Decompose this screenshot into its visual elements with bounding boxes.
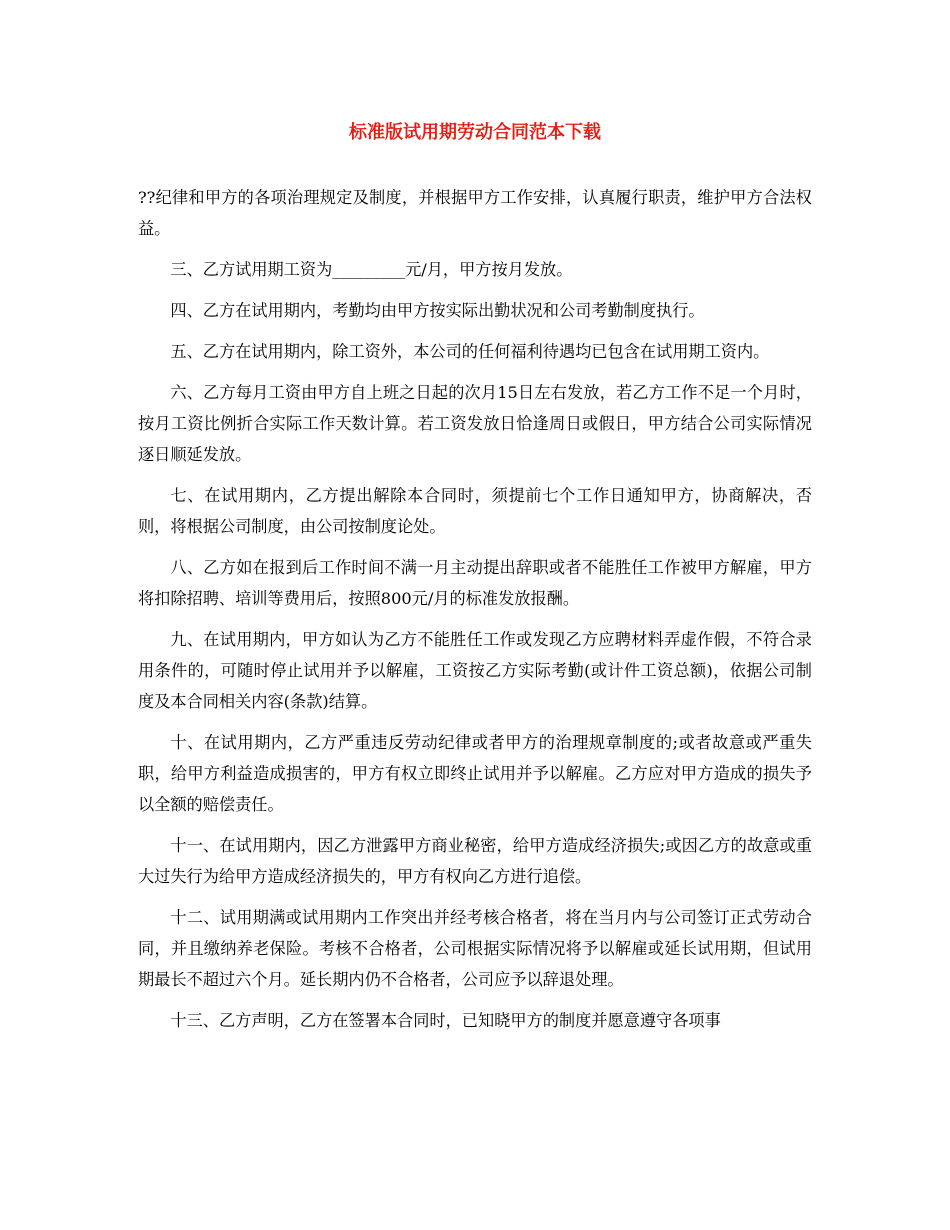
paragraph-0: ??纪律和甲方的各项治理规定及制度，并根据甲方工作安排，认真履行职责，维护甲方合法权益。 bbox=[138, 188, 812, 238]
paragraph-clause-9: 九、在试用期内，甲方如认为乙方不能胜任工作或发现乙方应聘材料弄虚作假，不符合录用条件的，可随时停止试用并予以解雇，工资按乙方实际考勤(或计件工资总额)，依据公司制度及本合同相关内容(条款)结算。 bbox=[138, 630, 812, 711]
paragraph-clause-12: 十二、试用期满或试用期内工作突出并经考核合格者，将在当月内与公司签订正式劳动合同，并且缴纳养老保险。考核不合格者，公司根据实际情况将予以解雇或延长试用期，但试用期最长不超过六个月。延长期内仍不合格者，公司应予以辞退处理。 bbox=[138, 908, 812, 989]
paragraph-clause-10: 十、在试用期内，乙方严重违反劳动纪律或者甲方的治理规章制度的;或者故意或严重失职，给甲方利益造成损害的，甲方有权立即终止试用并予以解雇。乙方应对甲方造成的损失予以全额的赔偿责任。 bbox=[138, 733, 812, 814]
paragraph-clause-3: 三、乙方试用期工资为_________元/月，甲方按月发放。 bbox=[170, 260, 573, 279]
paragraph-clause-5: 五、乙方在试用期内，除工资外，本公司的任何福利待遇均已包含在试用期工资内。 bbox=[170, 342, 770, 361]
paragraph-clause-7: 七、在试用期内，乙方提出解除本合同时，须提前七个工作日通知甲方，协商解决，否则，将根据公司制度，由公司按制度论处。 bbox=[138, 486, 812, 536]
paragraph-clause-11: 十一、在试用期内，因乙方泄露甲方商业秘密，给甲方造成经济损失;或因乙方的故意或重大过失行为给甲方造成经济损失的，甲方有权向乙方进行追偿。 bbox=[138, 836, 812, 886]
paragraph-clause-8: 八、乙方如在报到后工作时间不满一月主动提出辞职或者不能胜任工作被甲方解雇，甲方将扣除招聘、培训等费用后，按照800元/月的标准发放报酬。 bbox=[138, 558, 812, 608]
paragraph-clause-13: 十三、乙方声明，乙方在签署本合同时，已知晓甲方的制度并愿意遵守各项事 bbox=[170, 1011, 721, 1030]
paragraph-clause-4: 四、乙方在试用期内，考勤均由甲方按实际出勤状况和公司考勤制度执行。 bbox=[170, 301, 705, 320]
document-body bbox=[138, 182, 812, 1036]
document-title: 标准版试用期劳动合同范本下载 bbox=[349, 122, 601, 143]
paragraph-clause-6: 六、乙方每月工资由甲方自上班之日起的次月15日左右发放，若乙方工作不足一个月时，按月工资比例折合实际工作天数计算。若工资发放日恰逢周日或假日，甲方结合公司实际情况逐日顺延发放。 bbox=[138, 383, 812, 464]
